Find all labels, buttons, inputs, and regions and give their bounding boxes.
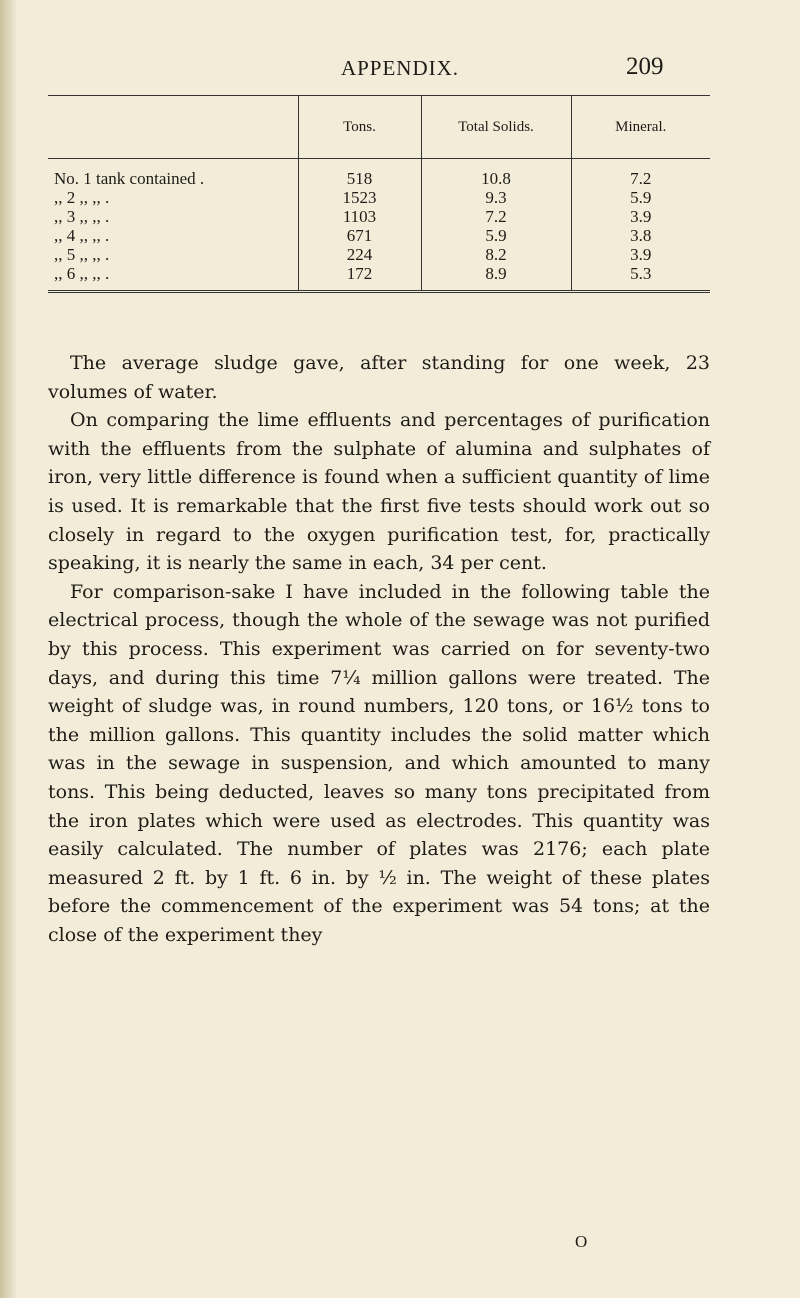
cell-mineral: 3.9 bbox=[571, 207, 710, 226]
paragraph: On comparing the lime effluents and percentages of purification with the effluents from the sulphate of alumina and sulphates of iron, very little difference is found when a sufficient quantity of lime is used. It is remarkable that the first five tests should work out so closely in regard to the oxygen purification test, for, practically speaking, it is nearly the same in each, 34 per cent. bbox=[48, 409, 710, 575]
row-label: ,, 6 ,, ,, . bbox=[54, 264, 110, 283]
running-head bbox=[0, 53, 800, 86]
row-label: ,, 3 ,, ,, . bbox=[54, 207, 110, 226]
cell-total-solids: 5.9 bbox=[421, 226, 571, 245]
cell-mineral: 3.9 bbox=[571, 245, 710, 264]
cell-mineral: 5.9 bbox=[571, 188, 710, 207]
row-label: ,, 4 ,, ,, . bbox=[54, 226, 110, 245]
column-header-total-solids: Total Solids. bbox=[421, 96, 571, 159]
cell-mineral: 3.8 bbox=[571, 226, 710, 245]
column-header-mineral: Mineral. bbox=[571, 96, 710, 159]
table-row bbox=[48, 245, 710, 264]
page-edge-shadow bbox=[0, 0, 16, 1298]
running-head-title: APPENDIX. bbox=[340, 56, 460, 80]
column-header-tons: Tons. bbox=[298, 96, 421, 159]
paragraph: For comparison-sake I have included in the following table the electrical process, though the whole of the sewage was not purified by this process. This experiment was carried on for seventy-two days, and during this time 7¼ million gallons were treated. The weight of sludge was, in round numbers, 120 tons, or 16½ tons to the million gallons. This quantity includes the solid matter which was in the sewage in suspension, and which amounted to many tons. This being deducted, leaves so many tons precipitated from the iron plates which were used as electrodes. This quantity was easily calculated. The number of plates was 2176; each plate measured 2 ft. by 1 ft. 6 in. by ½ in. The weight of these plates before the commencement of the experiment was 54 tons; at the close of the experiment they bbox=[48, 580, 710, 946]
column-header-label bbox=[48, 96, 298, 159]
cell-tons: 1523 bbox=[298, 188, 421, 207]
cell-mineral: 5.3 bbox=[571, 264, 710, 292]
sludge-table bbox=[48, 95, 710, 293]
cell-tons: 671 bbox=[298, 226, 421, 245]
cell-tons: 1103 bbox=[298, 207, 421, 226]
paragraph: The average sludge gave, after standing for one week, 23 volumes of water. bbox=[48, 352, 710, 403]
cell-tons: 172 bbox=[298, 264, 421, 292]
cell-tons: 518 bbox=[298, 159, 421, 189]
table-row bbox=[48, 207, 710, 226]
row-label: No. 1 tank contained . bbox=[54, 169, 205, 188]
cell-tons: 224 bbox=[298, 245, 421, 264]
cell-mineral: 7.2 bbox=[571, 159, 710, 189]
table-row bbox=[48, 188, 710, 207]
table-row bbox=[48, 226, 710, 245]
table-header-row bbox=[48, 96, 710, 159]
row-label: ,, 5 ,, ,, . bbox=[54, 245, 110, 264]
row-label: ,, 2 ,, ,, . bbox=[54, 188, 110, 207]
cell-total-solids: 9.3 bbox=[421, 188, 571, 207]
cell-total-solids: 8.2 bbox=[421, 245, 571, 264]
cell-total-solids: 7.2 bbox=[421, 207, 571, 226]
table-row bbox=[48, 159, 710, 189]
cell-total-solids: 10.8 bbox=[421, 159, 571, 189]
signature-mark: O bbox=[575, 1232, 588, 1251]
page-number: 209 bbox=[626, 53, 664, 80]
table-row bbox=[48, 264, 710, 292]
cell-total-solids: 8.9 bbox=[421, 264, 571, 292]
body-text bbox=[48, 349, 710, 949]
